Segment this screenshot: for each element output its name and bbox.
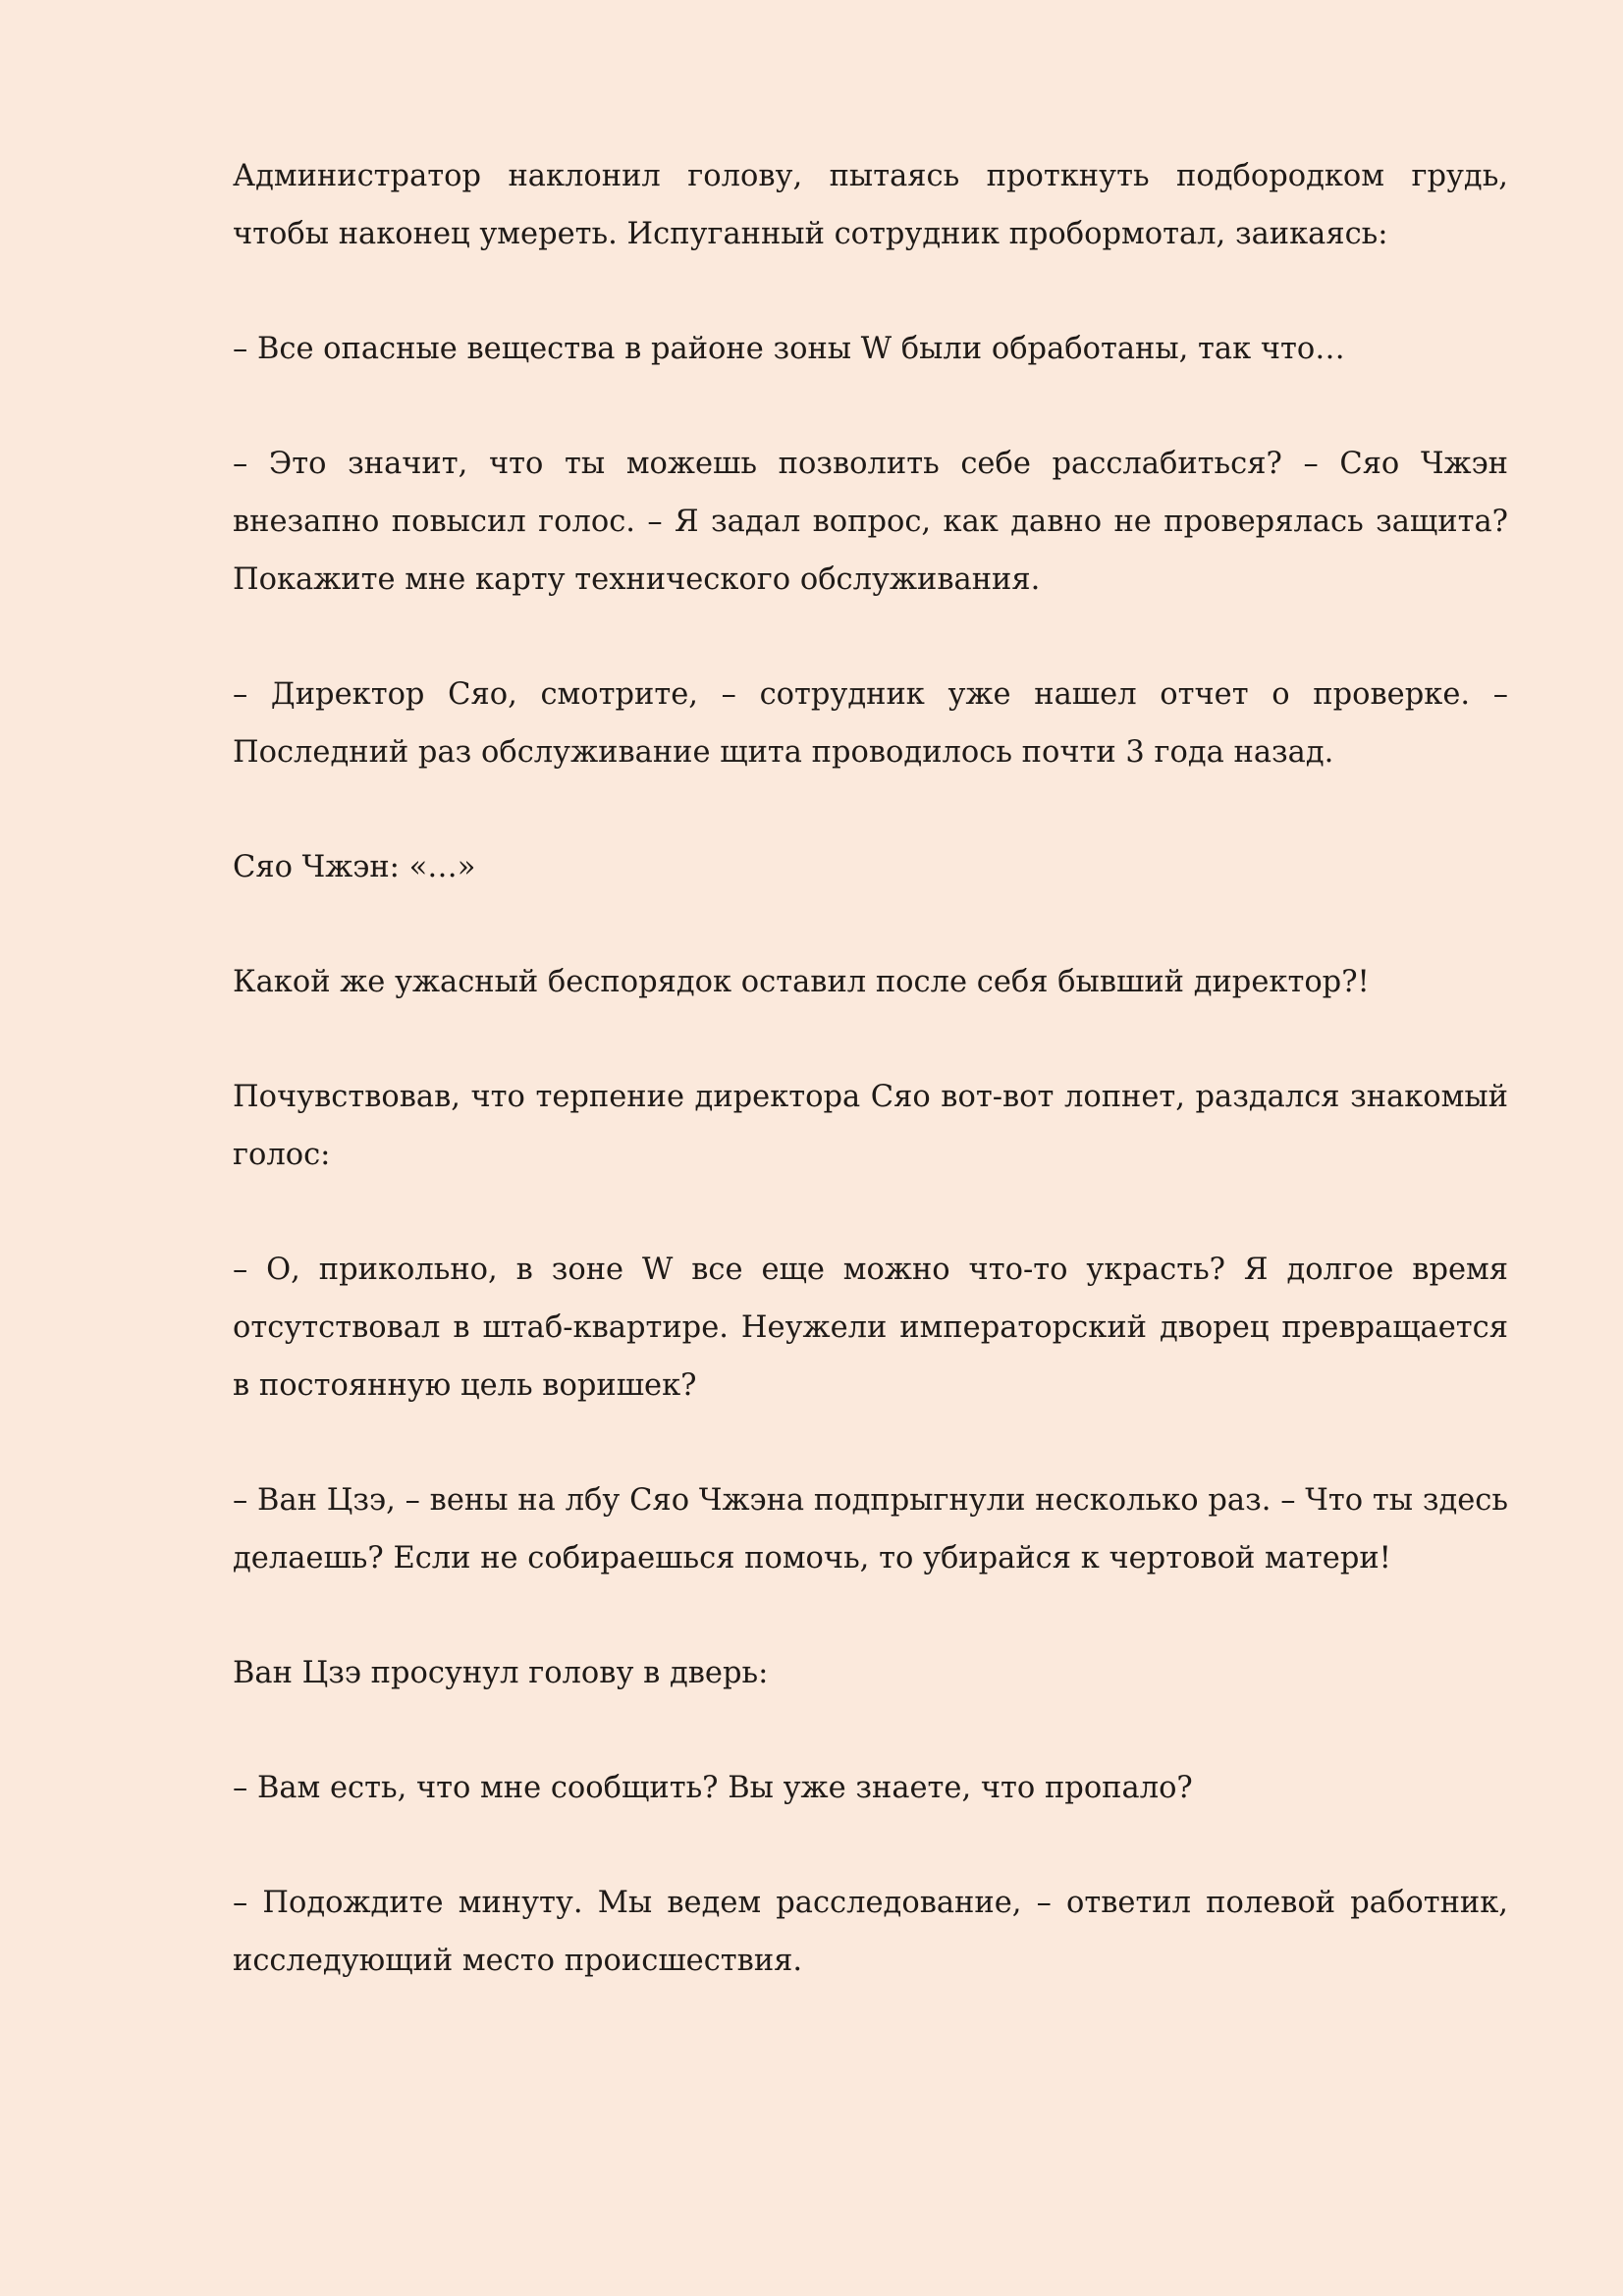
paragraph-9: – Ван Цзэ, – вены на лбу Сяо Чжэна подпрыгнули несколько раз. – Что ты здесь делаешь? Если не собираешься помочь, то убирайся к чертовой матери! — [233, 1483, 1508, 1575]
paragraph-1: Администратор наклонил голову, пытаясь проткнуть подбородком грудь, чтобы наконец умереть. Испуганный сотрудник пробормотал, заикаясь: — [233, 159, 1508, 251]
paragraph-7: Почувствовав, что терпение директора Сяо вот-вот лопнет, раздался знакомый голос: — [233, 1080, 1508, 1172]
paragraph-10: Ван Цзэ просунул голову в дверь: — [233, 1656, 769, 1690]
paragraph-5: Сяо Чжэн: «…» — [233, 850, 476, 884]
paragraph-6: Какой же ужасный беспорядок оставил после себя бывший директор?! — [233, 965, 1370, 999]
paragraph-3: – Это значит, что ты можешь позволить себе расслабиться? – Сяо Чжэн внезапно повысил голос. – Я задал вопрос, как давно не проверялась защита? Покажите мне карту технического обслуживания. — [233, 447, 1508, 597]
paragraph-2: – Все опасные вещества в районе зоны W были обработаны, так что… — [233, 332, 1345, 366]
paragraph-4: – Директор Сяо, смотрите, – сотрудник уже нашел отчет о проверке. – Последний раз обслуживание щита проводилось почти 3 года назад. — [233, 677, 1508, 770]
document-page — [233, 147, 1508, 2047]
paragraph-12: – Подождите минуту. Мы ведем расследование, – ответил полевой работник, исследующий место происшествия. — [233, 1886, 1508, 1978]
paragraph-11: – Вам есть, что мне сообщить? Вы уже знаете, что пропало? — [233, 1771, 1193, 1805]
paragraph-8: – О, прикольно, в зоне W все еще можно что-то украсть? Я долгое время отсутствовал в штаб-квартире. Неужели императорский дворец превращается в постоянную цель воришек? — [233, 1253, 1508, 1403]
